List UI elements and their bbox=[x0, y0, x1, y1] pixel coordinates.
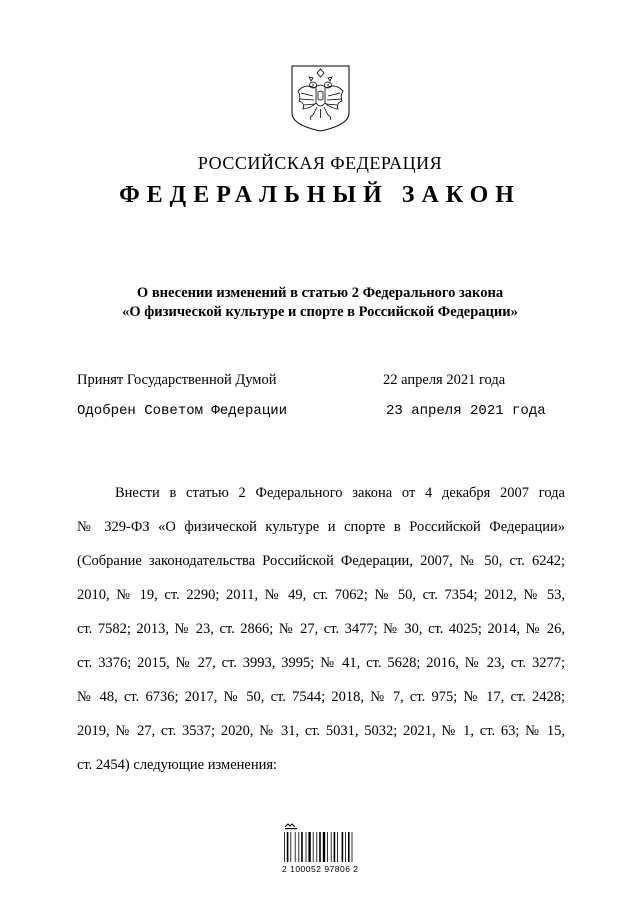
body-line: 2019, № 27, ст. 3537; 2020, № 31, ст. 5031, 5032; 2021, № 1, ст. 63; № 15, bbox=[77, 723, 565, 739]
barcode-bar bbox=[323, 832, 325, 862]
barcode-bar bbox=[306, 832, 307, 862]
body-line: Внести в статью 2 Федерального закона от 4 декабря 2007 года bbox=[115, 485, 565, 501]
barcode-bar bbox=[295, 832, 296, 862]
barcode-bar bbox=[284, 832, 285, 862]
body-line: № 329-ФЗ «О физической культуре и спорте в Российской Федерации» bbox=[77, 519, 565, 535]
barcode-bar bbox=[301, 832, 303, 862]
approved-by-council-date: 23 апреля 2021 года bbox=[386, 403, 546, 419]
adopted-by-duma-label: Принят Государственной Думой bbox=[77, 372, 277, 388]
barcode-bar bbox=[337, 832, 338, 862]
approved-by-council-label: Одобрен Советом Федерации bbox=[77, 403, 288, 419]
barcode-number: 2 100052 97806 2 bbox=[282, 864, 359, 874]
coat-of-arms-icon bbox=[289, 63, 352, 133]
barcode-bar bbox=[313, 832, 314, 862]
law-title bbox=[60, 284, 580, 322]
body-line: (Собрание законодательства Российской Федерации, 2007, № 50, ст. 6242; bbox=[77, 553, 565, 569]
law-title-line-1: О внесении изменений в статью 2 Федерального закона bbox=[136, 285, 504, 301]
law-title-line-2: «О физической культуре и спорте в Российской Федерации» bbox=[122, 304, 518, 320]
barcode-bar bbox=[331, 832, 332, 862]
body-line: ст. 3376; 2015, № 27, ст. 3993, 3995; № 41, ст. 5628; 2016, № 23, ст. 3277; bbox=[77, 655, 565, 671]
barcode-bar bbox=[298, 832, 299, 862]
barcode-bar bbox=[287, 832, 289, 862]
barcode-bar bbox=[308, 832, 310, 862]
barcode-bar bbox=[319, 832, 321, 862]
barcode-bar bbox=[327, 832, 328, 862]
country-name: РОССИЙСКАЯ ФЕДЕРАЦИЯ bbox=[197, 153, 443, 173]
body-line: № 48, ст. 6736; 2017, № 50, ст. 7544; 2018, № 7, ст. 975; № 17, ст. 2428; bbox=[77, 689, 565, 705]
body-line: 2010, № 19, ст. 2290; 2011, № 49, ст. 7062; № 50, ст. 7354; 2012, № 53, bbox=[77, 587, 565, 603]
barcode-bar bbox=[352, 832, 353, 862]
barcode-bar bbox=[345, 832, 346, 862]
barcode-bar bbox=[316, 832, 317, 862]
body-line: ст. 2454) следующие изменения: bbox=[77, 757, 278, 773]
barcode-top-mark-icon bbox=[285, 824, 297, 829]
body-line: ст. 7582; 2013, № 23, ст. 2866; № 27, ст. 3477; № 30, ст. 4025; 2014, № 26, bbox=[77, 621, 565, 637]
barcode-bar bbox=[334, 832, 336, 862]
barcode-bar bbox=[348, 832, 350, 862]
adopted-by-duma-date: 22 апреля 2021 года bbox=[383, 372, 506, 388]
barcode-bar bbox=[342, 832, 344, 862]
barcode-bar bbox=[290, 832, 291, 862]
document-type: ФЕДЕРАЛЬНЫЙ ЗАКОН bbox=[119, 182, 521, 208]
